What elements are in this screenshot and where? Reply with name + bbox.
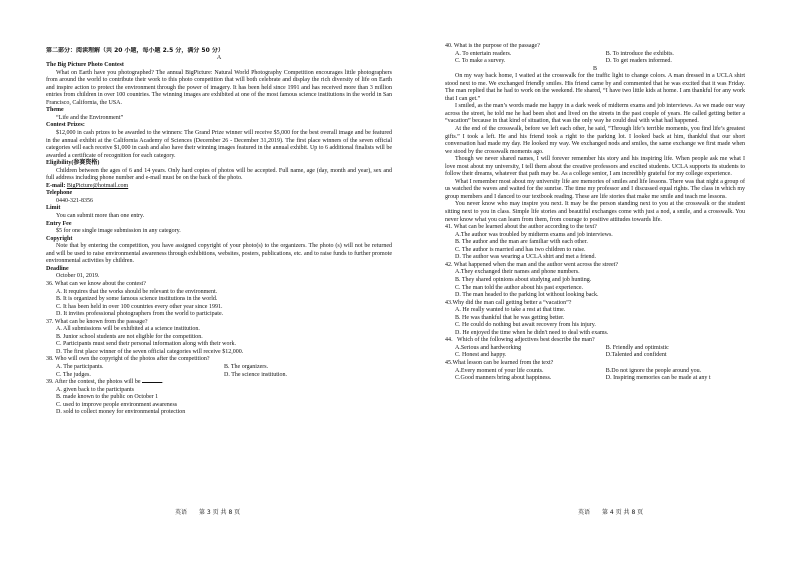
- option: D. The author was wearing a UCLA shirt and met a friend.: [455, 254, 597, 261]
- fee-text: $5 for one single image submission in any category.: [56, 228, 181, 235]
- question-stem: 42. What happened when the man and the author went across the street?: [445, 261, 618, 268]
- paragraph: What I remember most about my university life are memories of smiles and life lessons. There was that night a group of us watched the waves and waited for the sunrise. The time my professor and I discussed equal rights. The class in which my group members and I danced to our textbook reading. These are life stories that make me smile and teach me lessons.: [445, 178, 745, 200]
- question-stem: 41. What can be learned about the author according to the text?: [445, 224, 597, 231]
- limit-label: Limit: [46, 205, 61, 212]
- option: C. The author is married and has two children to raise.: [455, 246, 586, 253]
- prizes-label: Contest Prizes:: [46, 122, 85, 129]
- question-40: [445, 43, 745, 66]
- option: D. It invites professional photographers from the world to participate.: [56, 311, 224, 318]
- question-41: [445, 224, 745, 262]
- question-43: [445, 300, 745, 338]
- deadline-label: Deadline: [46, 265, 69, 272]
- question-37: [46, 319, 392, 357]
- option: D. The first place winner of the seven official categories will receive $12,000.: [56, 348, 244, 355]
- intro-paragraph: What on Earth have you photographed? The annual BigPicture: Natural World Photography Competition encourages little photographers from around the world to contribute their work to this photo competition that will both celebrate and display the rich diversity of life on Earth and inspire action to protect the environment through the power of imagery. It has been held since 1991 and has received more than 3 million entries from children in over 100 countries. The winning images are exhibited at one of the most famous science institutions in the world in San Francisco, California, the USA.: [46, 69, 392, 106]
- answer-blank: [142, 382, 162, 383]
- option: A. The participants.: [56, 363, 104, 370]
- option: C. Honest and happy.: [455, 352, 507, 359]
- option: B. To introduce the exhibits.: [605, 50, 674, 57]
- option: A. He really wanted to take a rest at that time.: [455, 307, 566, 314]
- section-header: 第二部分：阅读理解（共 20 小题，每小题 2.5 分，满分 50 分）: [46, 47, 224, 54]
- option: D. Inspiring memories can be made at any t: [605, 375, 711, 382]
- option: B.Do not ignore the people around you.: [605, 367, 702, 374]
- right-page-footer: 英语 第 4 页 共 8 页: [578, 509, 644, 516]
- limit-text: You can submit more than one entry.: [56, 213, 145, 220]
- option: A. It requires that the works should be relevant to the environment.: [56, 288, 218, 295]
- right-page: [445, 43, 745, 561]
- question-45: [445, 360, 745, 383]
- question-38: [46, 356, 392, 379]
- passage-letter-b: B: [592, 65, 597, 72]
- question-stem: 45.What lesson can be learned from the text?: [445, 359, 554, 366]
- option: C. He could do nothing but await recovery from his injury.: [455, 322, 596, 329]
- email-link[interactable]: BigPicture@hotmail.com: [66, 182, 129, 189]
- option: C. The judges.: [56, 371, 91, 378]
- theme-label: Theme: [46, 107, 64, 114]
- option: C. It has been held in over 100 countries every other year since 1991.: [56, 303, 223, 310]
- telephone-value: 0440-321-8356: [56, 197, 93, 204]
- left-page: [46, 47, 392, 561]
- option: B. The organizers.: [224, 363, 269, 370]
- eligibility-label: Eligibility(参赛资格): [46, 160, 100, 167]
- prizes-text: $12,000 in cash prizes to be awarded to the winners: The Grand Prize winner will receive $5,000 for the best overall image and be featured in the annual exhibit at the California Academy of Sciences (December 26 - December 31,2019). The first place winners of the seven official categories will each receive $1,000 in cash and also have their winning images featured in the annual exhibit. Up to 6 additional finalists will be awarded a certificate of recognition for each category.: [46, 130, 392, 159]
- paragraph: You never know who may inspire you next. It may be the person standing next to you at the crosswalk or the student sitting next to you in class. Simple life stories and beautiful exchanges come with just a nod, a smile, and a crosswalk. You never know what you can learn from them, from courage to positive attitudes towards life.: [445, 201, 745, 223]
- question-stem: [46, 379, 392, 387]
- option: C.Good manners bring about happiness.: [455, 375, 552, 382]
- option: D. The science institution.: [224, 371, 288, 378]
- question-stem: 40. What is the purpose of the passage?: [445, 43, 540, 49]
- paragraph: On my way back home, I waited at the crosswalk for the traffic light to change colors. A man dressed in a UCLA shirt stood next to me. We exchanged friendly smiles. His friend came by and commented that he was excited that it was Friday. The man replied that he had to work on the weekend. He shared, “I have two little kids at home. I am thankful for any work that I can get.”: [445, 73, 745, 102]
- option: B. Junior school students are not eligible for the competition.: [56, 333, 203, 340]
- eligibility-text: Children between the ages of 6 and 14 years. Only hard copies of photos will be accepted. Full name, age (day, month and year), sex and full address including phone number and e-mail must be on the back of the photo.: [46, 167, 392, 182]
- option: C. To make a survey.: [455, 58, 506, 65]
- paragraph: Though we never shared names, I will forever remember his story and his inspiring life. When people ask me what I love most about my university, I tell them about the creative professors and excited students. UCLA supports its students to follow their dreams, whatever that path may be. As a college senior, I am incredibly grateful for my college experience.: [445, 156, 745, 178]
- option: A. All submissions will be exhibited at a science institution.: [56, 326, 200, 333]
- question-stem: 37. What can be known from the passage?: [46, 318, 148, 325]
- option: B. Friendly and optimistic: [605, 344, 669, 351]
- theme-text: “Life and the Environment”: [56, 114, 124, 121]
- option: D. He enjoyed the time when he didn't need to deal with exams.: [455, 329, 609, 336]
- paragraph: I smiled, as the man’s words made me happy in a dark week of midterm exams and job interviews. As we made our way across the street, he told me he had been shot and lived on the streets in the past couple of years. He called getting better a “vacation” because in that kind of situation, that was the only way he could deal with what had happened.: [445, 103, 745, 125]
- option: C. The man told the author about his past experience.: [455, 284, 584, 291]
- question-stem: 43.Why did the man call getting better a “vacation”?: [445, 299, 572, 306]
- option: B. It is organized by some famous science institutions in the world.: [56, 296, 218, 303]
- stem-end: .: [161, 379, 164, 386]
- fee-label: Entry Fee: [46, 220, 72, 227]
- option: C. Participants must send their personal information along with their work.: [56, 341, 236, 348]
- option: D.Talented and confident: [605, 352, 667, 359]
- option: C. used to improve people environment awareness: [56, 401, 178, 408]
- option: B. He was thankful that he was getting better.: [455, 314, 565, 321]
- question-42: [445, 262, 745, 300]
- option: B. The author and the man are familiar with each other.: [455, 239, 588, 246]
- option: B. They shared opinions about studying and job hunting.: [455, 276, 592, 283]
- option: A.They exchanged their names and phone numbers.: [455, 269, 580, 276]
- option: D. To get readers informed.: [605, 58, 672, 65]
- option: D. sold to collect money for environmental protection: [56, 409, 186, 416]
- option: D. The man headed to the parking lot without looking back.: [455, 292, 599, 299]
- email-line: [46, 183, 392, 191]
- email-label: E-mail:: [46, 182, 67, 189]
- question-stem: 38. Who will own the copyright of the photos after the competition?: [46, 356, 210, 363]
- passage-letter-a: A: [216, 54, 222, 61]
- telephone-label: Telephone: [46, 190, 73, 197]
- copyright-text: Note that by entering the competition, you have assigned copyright of your photo(s) to the organizers. The photo (s) will not be returned and will be used to raise environmental awareness through exhibitions, websites, posters, publications, etc. and to raise funds to further promote environmental activities by children.: [46, 243, 392, 265]
- option: B. made known to the public on October 1: [56, 394, 159, 401]
- copyright-label: Copyright: [46, 235, 73, 242]
- question-44: [445, 337, 745, 360]
- option: A. given back to the participants: [56, 386, 134, 393]
- option: A.Serious and hardworking: [455, 344, 522, 351]
- deadline-value: October 01, 2019.: [56, 273, 100, 280]
- option: A.Every moment of your life counts.: [455, 367, 544, 374]
- paragraph: At the end of the crosswalk, before we left each other, he said, “Through life’s terrible moments, you find life’s greatest gifts.” I took a left. He and his friend took a right to the parking lot. I looked back at him, thankful that our short conversation had made my day. He looked my way. We exchanged nods and smiles, the same exchange we first made when we stood by the crosswalk moments ago.: [445, 126, 745, 155]
- stem-text: 39. After the contest, the photos will be: [46, 379, 142, 386]
- option: A. To entertain readers.: [455, 50, 512, 57]
- question-36: [46, 281, 392, 319]
- question-39: [46, 379, 392, 417]
- left-page-footer: 英语 第 3 页 共 8 页: [175, 509, 241, 516]
- option: A.The author was troubled by midterm exams and job interviews.: [455, 231, 613, 238]
- question-stem: 44．Which of the following adjectives best describe the man?: [445, 337, 595, 344]
- question-stem: 36. What can we know about the contest?: [46, 280, 146, 287]
- passage-title: The Big Picture Photo Contest: [46, 62, 124, 69]
